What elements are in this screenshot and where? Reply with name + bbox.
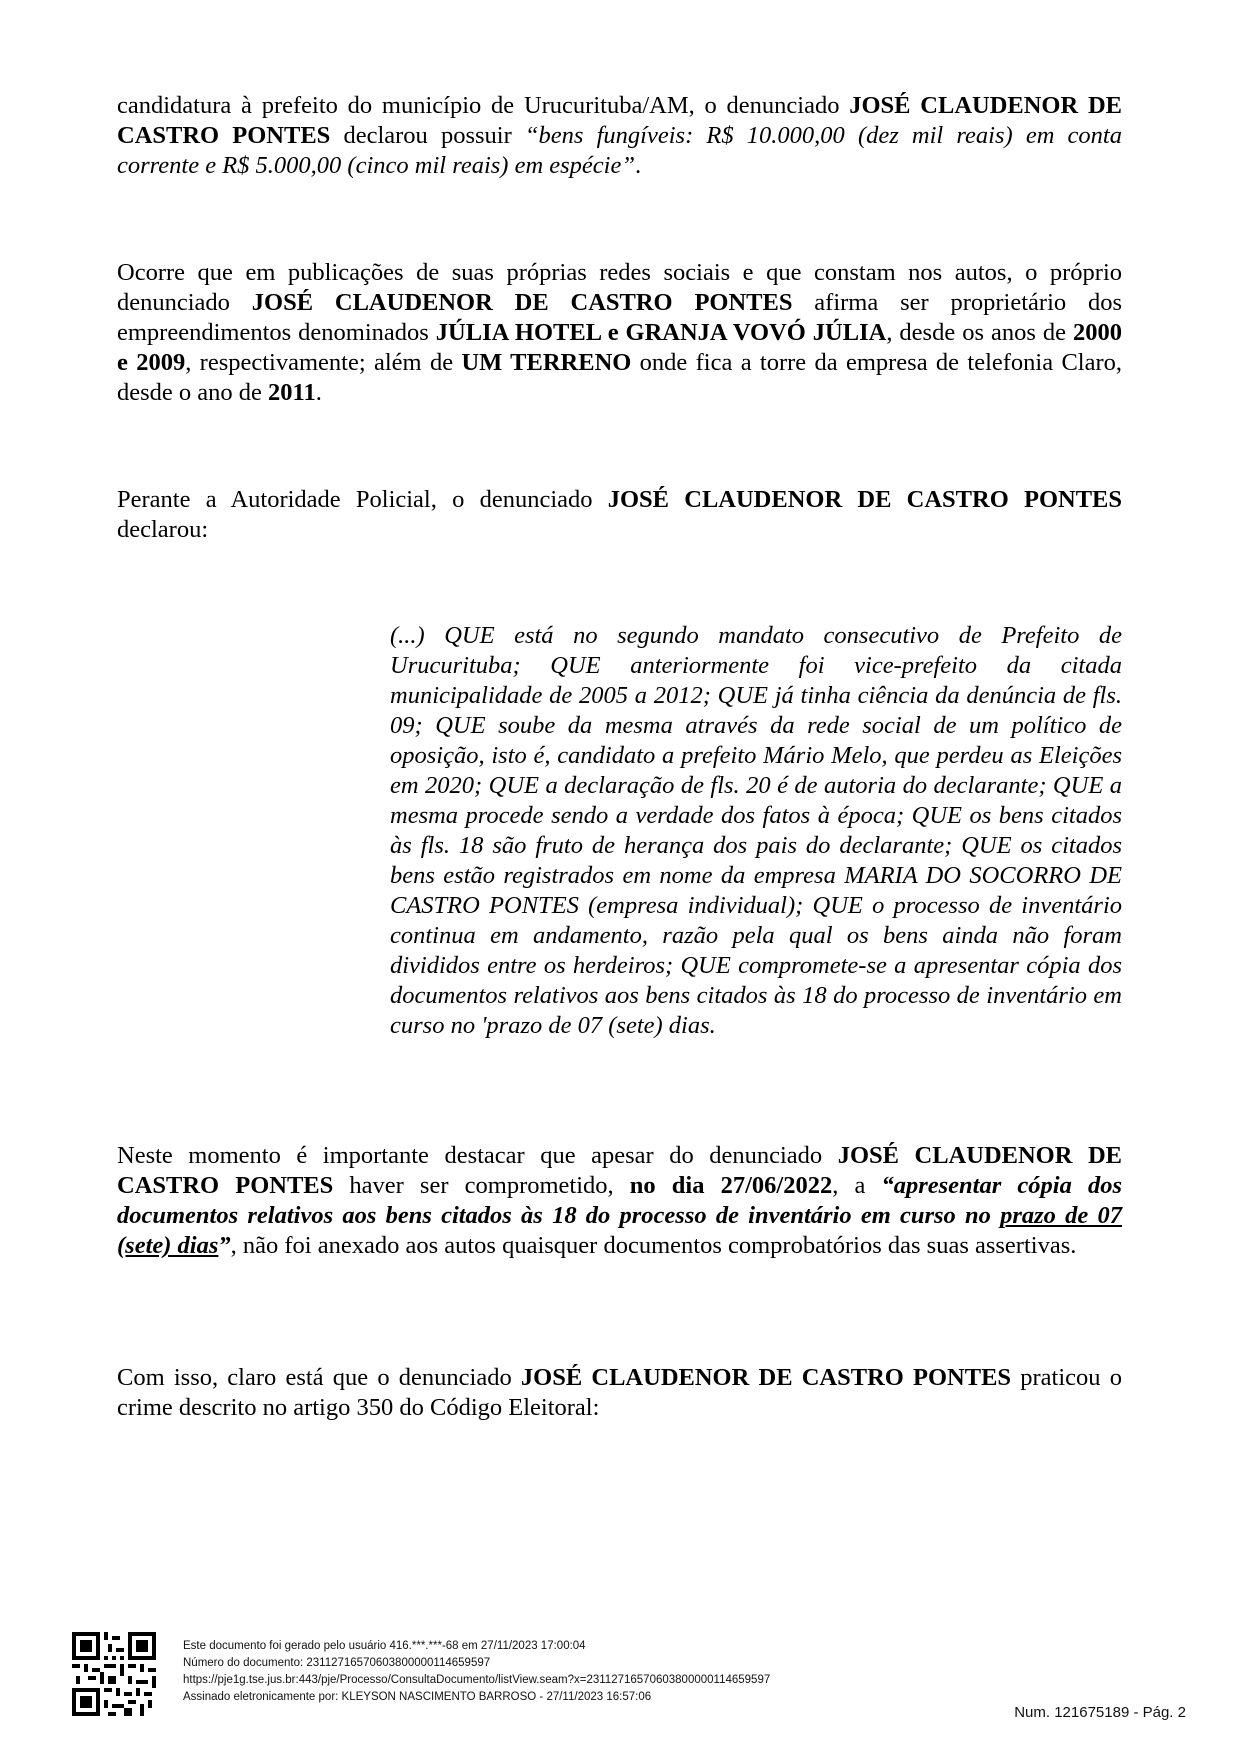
defendant-name: JOSÉ CLAUDENOR DE CASTRO PONTES [117,92,1122,149]
text: praticou o crime descrito no artigo 350 do Código Eleitoral: [117,1364,1122,1421]
paragraph-destaque [117,1141,1122,1261]
footer-signed-by: Assinado eletronicamente por: KLEYSON NASCIMENTO BARROSO - 27/11/2023 16:57:06 [183,1691,652,1703]
defendant-name: JOSÉ CLAUDENOR DE CASTRO PONTES [117,1142,1122,1199]
text: , não foi anexado aos autos quaisquer documentos comprobatórios das suas assertivas. [230,1232,1077,1259]
defendant-name: JOSÉ CLAUDENOR DE CASTRO PONTES [607,486,1123,513]
business-names: JÚLIA HOTEL e GRANJA VOVÓ JÚLIA [435,319,887,346]
land-asset: UM TERRENO [461,349,632,376]
text: . [315,379,322,406]
text: , desde os anos de [886,319,1073,346]
date-highlight: no dia 27/06/2022 [629,1172,833,1199]
defendant-name: JOSÉ CLAUDENOR DE CASTRO PONTES [251,289,793,316]
text: onde fica a torre da empresa de telefonia Claro, desde o ano de [117,349,1123,406]
years: 2000 e 2009 [117,319,1122,376]
text: Com isso, claro está que o denunciado [117,1364,521,1391]
quote-close: ” [218,1232,231,1259]
text: declarou: [117,516,209,543]
text: Ocorre que em publicações de suas próprias redes sociais e que constam nos autos, o próprio denunciado [117,259,1122,316]
qr-code-icon [72,1632,156,1716]
footer-document-url[interactable]: https://pje1g.tse.jus.br:443/pje/Processo/ConsultaDocumento/listView.seam?x=23112716570603800000114659597 [183,1674,771,1686]
electronic-signature-footer [183,1638,770,1706]
text: haver ser comprometido, [333,1172,630,1199]
text: afirma ser proprietário dos empreendimentos denominados [117,289,1122,346]
footer-generated-by: Este documento foi gerado pelo usuário 416.***.***-68 em 27/11/2023 17:00:04 [183,1640,586,1652]
paragraph-autoridade-policial [117,485,1122,545]
footer-document-number: Número do documento: 23112716570603800000114659597 [183,1657,491,1669]
year: 2011 [268,379,316,406]
paragraph-conclusao [117,1363,1122,1423]
paragraph-candidatura [117,91,1122,181]
defendant-name: JOSÉ CLAUDENOR DE CASTRO PONTES [520,1364,1012,1391]
page-number: Num. 121675189 - Pág. 2 [1014,1704,1186,1721]
text: , respectivamente; além de [185,349,462,376]
text: Perante a Autoridade Policial, o denunciado [117,486,608,513]
commitment-quote: “apresentar cópia dos documentos relativos aos bens citados às 18 do processo de inventário em curso no [117,1172,1122,1229]
text: . [634,152,642,179]
deadline-underlined: prazo de 07 (sete) dias [117,1202,1122,1259]
text: , a [832,1172,882,1199]
text: declarou possuir [330,122,525,149]
paragraph-redes-sociais [117,258,1122,408]
declared-assets-quote: “bens fungíveis: R$ 10.000,00 (dez mil reais) em conta corrente e R$ 5.000,00 (cinco mil reais) em espécie” [117,122,1122,179]
text: Neste momento é importante destacar que apesar do denunciado [117,1142,838,1169]
text: candidatura à prefeito do município de Urucurituba/AM, o denunciado [117,92,850,119]
block-quote-testimony: (...) QUE está no segundo mandato consecutivo de Prefeito de Urucurituba; QUE anteriormente foi vice-prefeito da citada municipalidade de 2005 a 2012; QUE já tinha ciência da denúncia de fls. 09; QUE soube da mesma através da rede social de um político de oposição, isto é, candidato a prefeito Mário Melo, que perdeu as Eleições em 2020; QUE a declaração de fls. 20 é de autoria do declarante; QUE a mesma procede sendo a verdade dos fatos à época; QUE os bens citados às fls. 18 são fruto de herança dos pais do declarante; QUE os citados bens estão registrados em nome da empresa MARIA DO SOCORRO DE CASTRO PONTES (empresa individual); QUE o processo de inventário continua em andamento, razão pela qual os bens ainda não foram divididos entre os herdeiros; QUE compromete-se a apresentar cópia dos documentos relativos aos bens citados às 18 do processo de inventário em curso no 'prazo de 07 (sete) dias. [390,622,1122,1039]
